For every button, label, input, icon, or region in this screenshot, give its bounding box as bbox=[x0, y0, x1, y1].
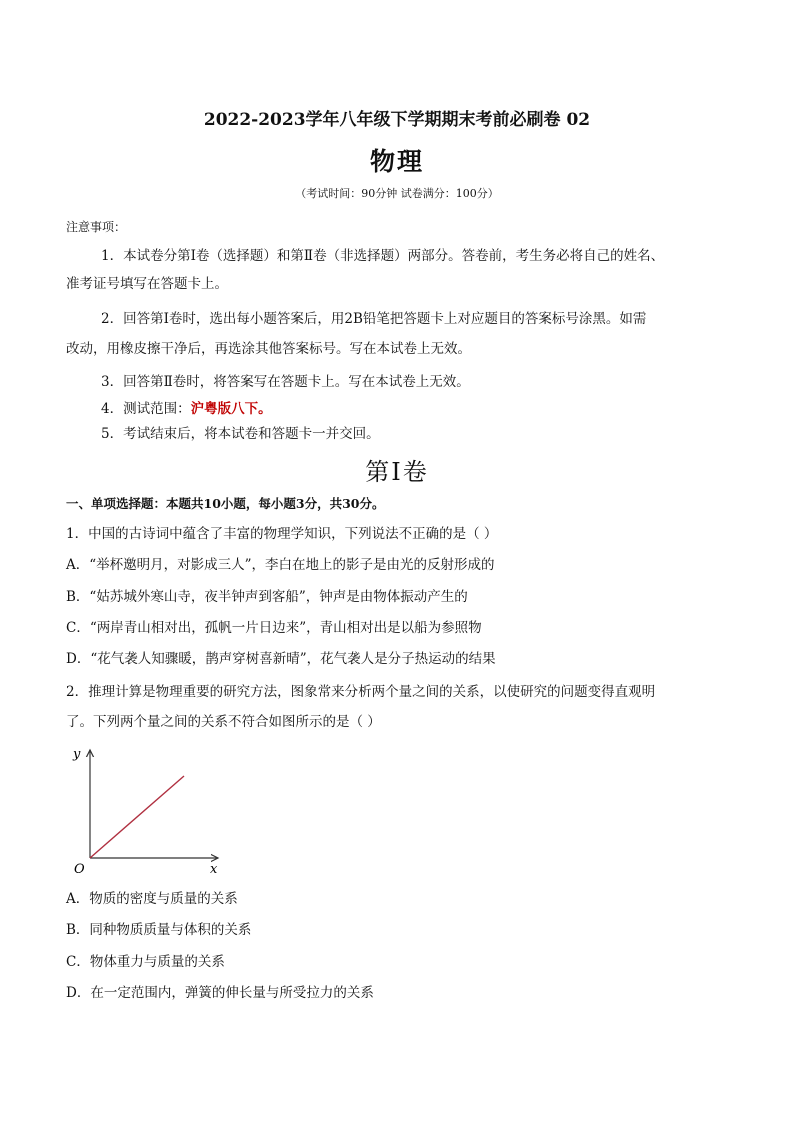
question-1-stem: 1．中国的古诗词中蕴含了丰富的物理学知识，下列说法不正确的是（ ） bbox=[66, 526, 498, 542]
note-2-line-2: 改动，用橡皮擦干净后，再选涂其他答案标号。写在本试卷上无效。 bbox=[66, 341, 471, 357]
origin-label: O bbox=[74, 862, 85, 877]
proportional-line bbox=[90, 776, 184, 858]
question-1-option-c: C．“两岸青山相对出，孤帆一片日边来”，青山相对出是以船为参照物 bbox=[66, 620, 482, 636]
question-1-option-a: A．“举杯邀明月，对影成三人”，李白在地上的影子是由光的反射形成的 bbox=[66, 557, 495, 573]
section-instruction: 一、单项选择题：本题共10小题，每小题3分，共30分。 bbox=[66, 496, 385, 511]
linear-graph bbox=[66, 742, 236, 880]
note-3: 3．回答第Ⅱ卷时，将答案写在答题卡上。写在本试卷上无效。 bbox=[101, 374, 470, 390]
note-1-line-2: 准考证号填写在答题卡上。 bbox=[66, 276, 228, 292]
x-axis-label: x bbox=[210, 862, 218, 877]
note-1-line-1: 1．本试卷分第Ⅰ卷（选择题）和第Ⅱ卷（非选择题）两部分。答卷前，考生务必将自己的姓名、 bbox=[101, 248, 665, 264]
question-2-stem-line-1: 2．推理计算是物理重要的研究方法，图象常来分析两个量之间的关系，以使研究的问题变得直观明 bbox=[66, 684, 656, 700]
section-title: 第Ⅰ卷 bbox=[365, 458, 429, 486]
notes-heading: 注意事项： bbox=[66, 220, 127, 234]
question-1-option-d: D．“花气袭人知骤暖，鹊声穿树喜新晴”，花气袭人是分子热运动的结果 bbox=[66, 651, 496, 667]
exam-title: 2022-2023学年八年级下学期期末考前必刷卷 02 bbox=[203, 110, 591, 130]
y-axis-label: y bbox=[73, 747, 81, 762]
note-2-line-1: 2．回答第Ⅰ卷时，选出每小题答案后，用2B铅笔把答题卡上对应题目的答案标号涂黑。如需 bbox=[101, 311, 647, 327]
question-2-option-c: C．物体重力与质量的关系 bbox=[66, 954, 225, 970]
note-4-prefix: 4．测试范围： bbox=[101, 401, 191, 417]
question-1-option-b: B．“姑苏城外寒山寺，夜半钟声到客船”，钟声是由物体振动产生的 bbox=[66, 589, 468, 605]
question-2-option-a: A．物质的密度与质量的关系 bbox=[66, 891, 238, 907]
note-4 bbox=[101, 400, 272, 418]
subject-title: 物理 bbox=[369, 147, 424, 176]
note-5: 5．考试结束后，将本试卷和答题卡一并交回。 bbox=[101, 426, 380, 442]
test-range: 沪粤版八下。 bbox=[190, 401, 272, 417]
exam-time-score: （考试时间：90分钟 试卷满分：100分） bbox=[295, 187, 499, 200]
question-2-option-d: D．在一定范围内，弹簧的伸长量与所受拉力的关系 bbox=[66, 985, 374, 1001]
question-2-stem-line-2: 了。下列两个量之间的关系不符合如图所示的是（ ） bbox=[66, 714, 381, 730]
question-2-option-b: B．同种物质质量与体积的关系 bbox=[66, 922, 252, 938]
